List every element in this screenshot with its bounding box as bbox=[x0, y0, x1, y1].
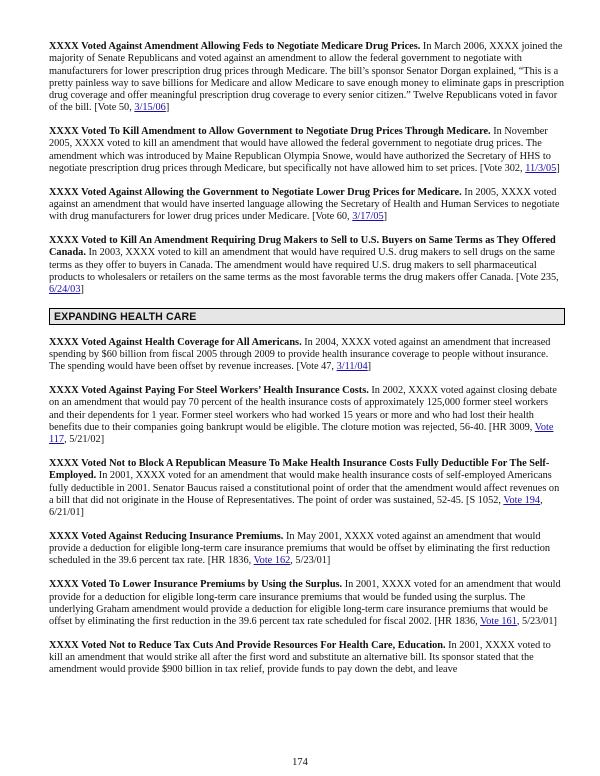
entry-title: XXXX Voted Against Paying For Steel Workers’ Health Insurance Costs. bbox=[49, 385, 369, 397]
entry-body: In 2001, XXXX voted for an amendment that would provide for a deduction for eligible long-term care insurance premiums that would be funded using the surplus. The underlying Graham amendment would provide a deduction for eligible long-term care insurance premiums that would be offset by eliminating the first reduction in the 39.6 percent tax rate scheduled for fiscal 2002. bbox=[49, 579, 561, 627]
vote-entry bbox=[49, 187, 565, 224]
vote-entry bbox=[49, 531, 565, 568]
vote-entry bbox=[49, 640, 565, 677]
entry-title: XXXX Voted Against Amendment Allowing Feds to Negotiate Medicare Drug Prices. bbox=[49, 41, 421, 52]
entry-title: XXXX Voted Not to Reduce Tax Cuts And Provide Resources For Health Care, Education. bbox=[49, 639, 446, 651]
entry-citation-prefix: [HR 3009, bbox=[488, 421, 535, 433]
entry-citation-suffix: , 5/21/02] bbox=[64, 434, 105, 446]
vote-link[interactable]: 3/15/06 bbox=[134, 102, 166, 114]
entry-citation-prefix: [Vote 235, bbox=[516, 271, 559, 283]
vote-link[interactable]: Vote 117 bbox=[49, 421, 554, 446]
entry-body: In 2002, XXXX voted against closing debate on an amendment that would pay 70 percent of the health insurance costs of approximately 125,000 former steel workers and their dependents for 1 year. Former steel workers who had worked 15 years or more and who had lost their health benefits due to their companies going bankrupt would be eligible. The cloture motion was rejected, 56-40. bbox=[49, 385, 557, 433]
entry-citation-prefix: [HR 1836, bbox=[207, 555, 254, 567]
entry-body: In 2001, XXXX voted to kill an amendment that would strike all after the first word and substitute an alternative bill. Its sponsor stated that the amendment would provide $900 billion in tax relief, provide funds to pay down the debt, and leave bbox=[49, 639, 551, 676]
entry-title: XXXX Voted Not to Block A Republican Measure To Make Health Insurance Costs Fully Deductible For The Self-Employed. bbox=[49, 458, 550, 482]
entry-citation-suffix: ] bbox=[165, 102, 170, 114]
vote-link[interactable]: Vote 161 bbox=[480, 616, 517, 627]
vote-entry bbox=[49, 579, 565, 628]
entry-body: In November 2005, XXXX voted to kill an amendment that would have allowed the federal government to negotiate drug prices. The amendment which was introduced by Maine Republican Olympia Snowe, would have authorized the Secretary of HHS to negotiate prescription drug prices through Medicare, but specifically not have allowed him to set prices. bbox=[49, 126, 551, 174]
entry-title: XXXX Voted to Kill An Amendment Requiring Drug Makers to Sell to U.S. Buyers on Same Terms as They Offered Canada. bbox=[49, 235, 556, 259]
vote-link[interactable]: 3/11/04 bbox=[336, 361, 368, 373]
entry-citation-prefix: [HR 1836, bbox=[434, 616, 481, 627]
entry-body: In 2005, XXXX voted against an amendment that would have inserted language allowing the Secretary of Health and Human Services to negotiate with drug manufacturers for lower drug prices under Medicare. bbox=[49, 186, 560, 223]
entry-body: In May 2001, XXXX voted against an amendment that would provide a deduction for eligible long-term care insurance premiums that would be offset by eliminating the first reduction scheduled in the 39.6 percent tax rate. bbox=[49, 530, 551, 567]
entry-citation-suffix: ] bbox=[383, 211, 388, 223]
vote-entry bbox=[49, 385, 565, 446]
vote-link[interactable]: Vote 194 bbox=[503, 494, 541, 506]
entry-body: In 2001, XXXX voted for an amendment that would make health insurance costs of self-employed Americans fully deductible in 2001. Senator Baucus raised a constitutional point of order that the amendment would affect revenues on a bill that did not originate in the House of Representatives. The point of order was sustained, 52-45. bbox=[49, 470, 560, 506]
vote-entry bbox=[49, 337, 565, 374]
entry-title: XXXX Voted To Kill Amendment to Allow Government to Negotiate Drug Prices Through Medicare. bbox=[49, 126, 491, 138]
vote-link[interactable]: 11/3/05 bbox=[525, 162, 557, 174]
vote-entry bbox=[49, 458, 565, 519]
entry-citation-prefix: [Vote 302, bbox=[479, 162, 526, 174]
entry-citation-prefix: [Vote 50, bbox=[94, 102, 135, 114]
vote-entry bbox=[49, 41, 565, 115]
entry-citation-suffix: ] bbox=[556, 162, 560, 174]
entry-title: XXXX Voted To Lower Insurance Premiums by Using the Surplus. bbox=[49, 579, 343, 591]
section-header: EXPANDING HEALTH CARE bbox=[49, 308, 565, 325]
vote-entry bbox=[49, 126, 565, 175]
entry-title: XXXX Voted Against Reducing Insurance Premiums. bbox=[49, 530, 284, 542]
entry-body: In March 2006, XXXX joined the majority of Senate Republicans and voted against an amendment to allow the federal government to negotiate with manufacturers for lower prescription drug prices through Medicare. The bill’s sponsor Senator Dorgan explained, “This is a pretty painless way to save billions for Medicare and allow Medicare to save enough money to eliminate gaps in prescription drug coverage and offer meaningful prescription drug coverage to every senior citizen.” Twelve Republicans voted in favor of the bill. bbox=[49, 41, 564, 114]
entry-body: In 2003, XXXX voted to kill an amendment that would have required U.S. drug makers to sell drugs on the same terms as they offer to buyers in Canada. The amendment would have required U.S. drug makers to sell pharmaceutical products to wholesalers or retailers on the same terms as the most favorable terms the drug makers offer Canada. bbox=[49, 247, 555, 283]
entry-citation-suffix: ] bbox=[80, 284, 84, 296]
entry-citation-prefix: [Vote 47, bbox=[296, 361, 337, 373]
entry-body: In 2004, XXXX voted against an amendment that increased spending by $60 billion from fiscal 2005 through 2009 to provide health insurance coverage to people without insurance. The spending would have been offset by revenue increases. bbox=[49, 336, 551, 373]
vote-link[interactable]: 6/24/03 bbox=[49, 284, 81, 296]
entry-title: XXXX Voted Against Health Coverage for All Americans. bbox=[49, 336, 302, 348]
entry-citation-prefix: [S 1052, bbox=[466, 494, 504, 506]
entry-citation-suffix: ] bbox=[367, 361, 372, 373]
entry-citation-suffix: , 5/23/01] bbox=[290, 555, 331, 567]
entry-title: XXXX Voted Against Allowing the Government to Negotiate Lower Drug Prices for Medicare. bbox=[49, 186, 462, 198]
vote-link[interactable]: 3/17/05 bbox=[352, 211, 384, 223]
entry-citation-prefix: [Vote 60, bbox=[312, 211, 353, 223]
page-number: 174 bbox=[292, 757, 308, 768]
vote-link[interactable]: Vote 162 bbox=[253, 555, 291, 567]
entry-citation-suffix: , 5/23/01] bbox=[516, 616, 557, 627]
entry-citation-suffix: , 6/21/01] bbox=[49, 494, 543, 519]
vote-entry bbox=[49, 235, 565, 296]
document-page bbox=[49, 41, 565, 688]
